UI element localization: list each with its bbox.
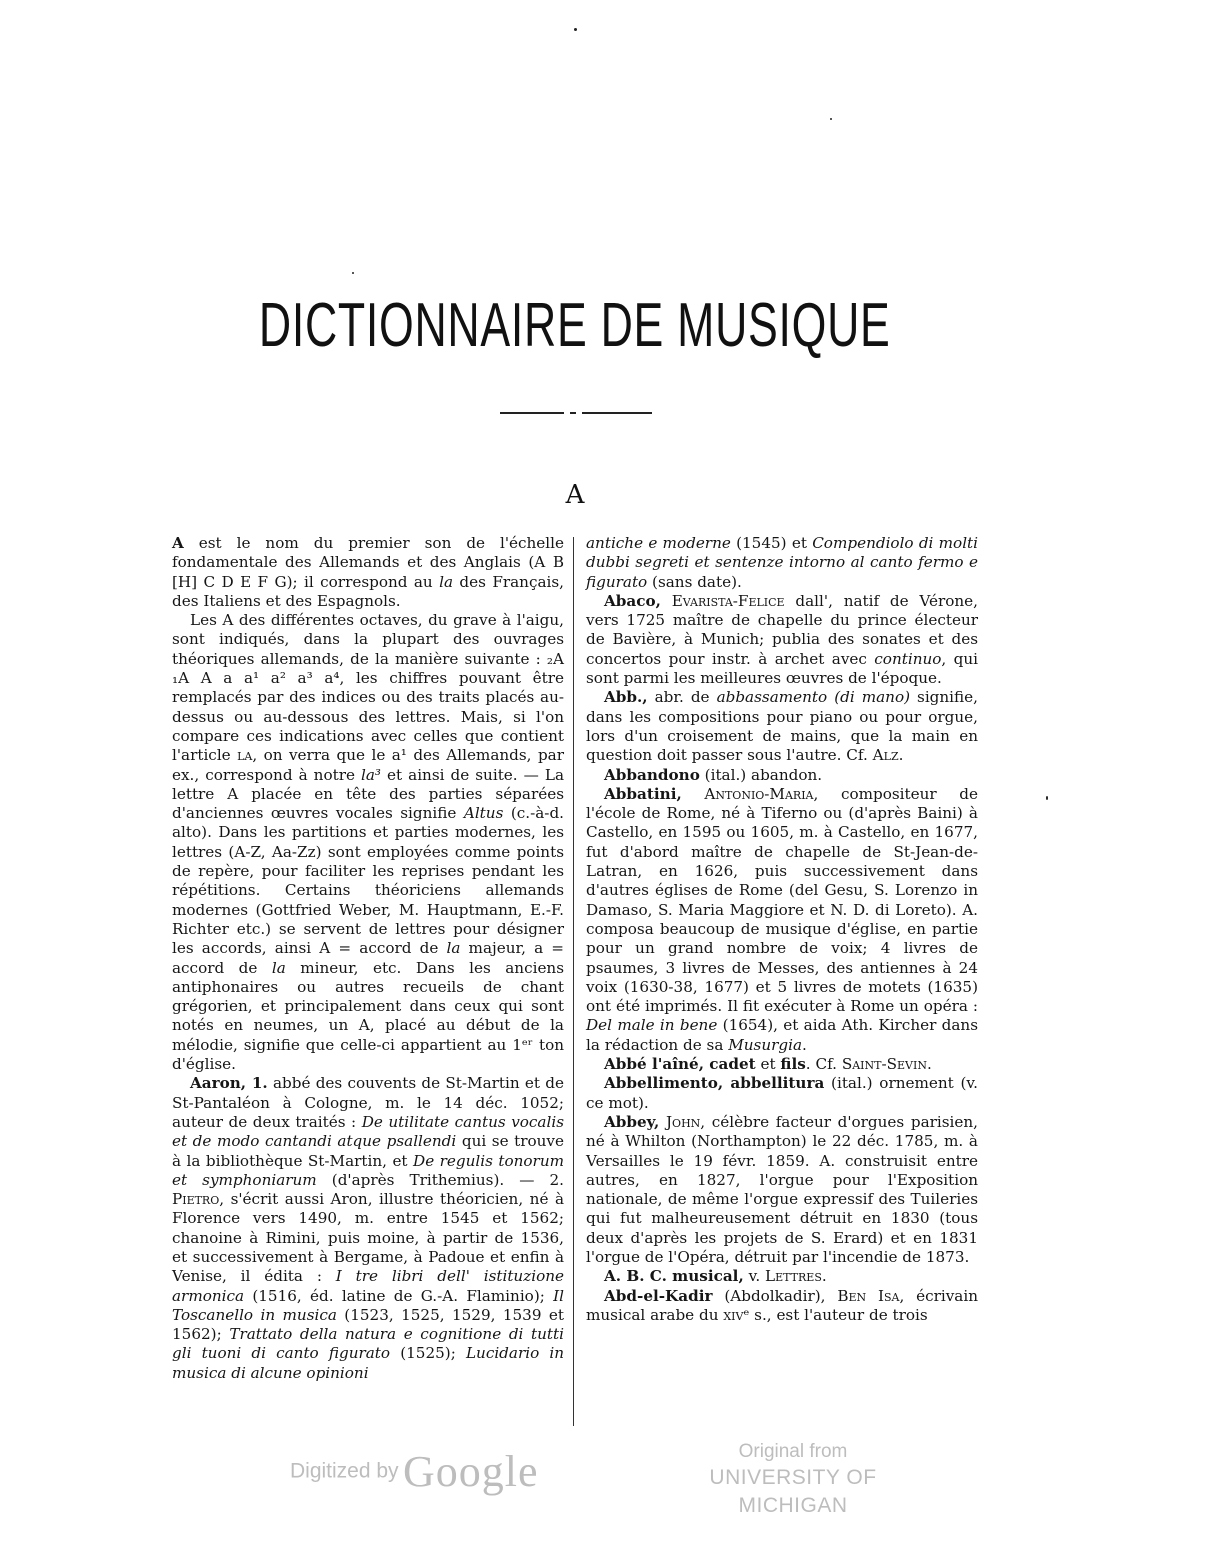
entry-abaco (586, 592, 978, 688)
entry-smallcaps: Alz. (872, 746, 904, 765)
entry-abbatini (586, 785, 978, 1055)
entry-text: (1525); (390, 1344, 466, 1363)
entry-italic: la (446, 939, 461, 958)
entry-italic: Trattato della natura e cognitione di tutti gli tuoni di canto figurato (172, 1325, 564, 1363)
entry-text: (1523, 1525, 1529, 1539 et 1562); (172, 1305, 564, 1344)
entry-text: signifie, dans les compositions pour piano ou pour orgue, lors d'un croisement de mains, que la main en question doit passer sous l'autre. Cf. (586, 688, 978, 765)
entry-abb (586, 688, 978, 765)
headword: Abd-el-Kadir (604, 1286, 713, 1305)
entry-text: qui se trouve à la bibliothèque St-Martin, et (172, 1132, 565, 1170)
entry-smallcaps: la (237, 746, 253, 765)
entry-text: ᵉ s., est l'auteur de trois (743, 1305, 928, 1324)
entry-text: (Abdolkadir), (712, 1286, 838, 1305)
entry-text: (ital.) ornement (v. ce mot). (586, 1074, 978, 1112)
entry-text: (sans date). (647, 572, 742, 591)
entry-text: et ainsi de suite. — La lettre A placée en tête des parties séparées d'anciennes œuvres vocales signifie (172, 765, 565, 823)
entry-smallcaps: Evarista-Felice (660, 591, 785, 610)
headword: Abbellimento, abbellitura (604, 1074, 825, 1093)
footer-watermark (0, 1440, 1207, 1517)
entry-italic: Lucidario in musica di alcune opinioni (172, 1344, 565, 1382)
speck (574, 28, 577, 31)
entry-text: abbé des couvents de St-Martin et de St-Pantaléon à Cologne, m. le 14 déc. 1052; auteur de deux traités : (172, 1074, 564, 1131)
entry-italic: Altus (463, 804, 504, 823)
headword: Aaron, 1. (190, 1074, 268, 1093)
entry-text: compositeur de l'école de Rome, né à Tiferno ou (d'après Baini) à Castello, en 1595 ou 1605, m. à Castello, en 1677, fut d'abord maître de chapelle de St-Jean-de-Latran, en 1626, puis successivement dans d'autres églises de Rome (del Gesu, S. Lorenzo in Damaso, S. Maria Maggiore et N. D. di Loreto). A. composa beaucoup de musique d'église, en partie pour un grand nombre de voix; 4 livres de psaumes, 3 livres de Messes, des antiennes à 24 voix (1630-38, 1677) et 5 livres de motets (1635) ont été imprimés. Il fit exécuter à Rome un opéra : (586, 784, 978, 1016)
right-column (586, 534, 978, 1325)
entry-italic: De utilitate cantus vocalis et de modo cantandi atque psallendi (172, 1112, 564, 1151)
entry-italic: la³ (360, 765, 381, 784)
digitized-by-google-watermark (290, 1446, 539, 1497)
google-logo: Google (403, 1447, 539, 1496)
entry-text: (ital.) abandon. (699, 765, 823, 784)
entry-text: (1545) et (730, 534, 813, 552)
entry-italic: I tre libri dell' istituzione armonica (172, 1267, 564, 1305)
speck (352, 272, 354, 274)
headword: Abbatini, (604, 784, 682, 803)
headword: Abbey, (604, 1112, 660, 1131)
entry-aaron-continued (586, 534, 978, 592)
original-from-label: Original from (738, 1441, 848, 1462)
entry-aaron (172, 1074, 564, 1383)
entry-abbey (586, 1113, 978, 1267)
page-title: DICTIONNAIRE DE MUSIQUE (258, 291, 891, 360)
entry-smallcaps: John, (659, 1112, 706, 1131)
entry-smallcaps: Lettres. (765, 1267, 827, 1286)
entry-text: Les A des différentes octaves, du grave à l'aigu, sont indiqués, dans la plupart des ouvrages théoriques allemands, de la manière suivante : ₂A ₁A A a a¹ a² a³ a⁴, les chiffres pouvant être remplacés par des indices ou des traits placés au-dessus ou au-dessous des lettres. Mais, si l'on compare ces indications avec celles que contient l'article (172, 611, 564, 765)
entry-text: . Cf. (805, 1055, 842, 1074)
entry-text: est le nom du premier son de l'échelle fondamentale des Allemands et des Anglais (A B [H] C D E F G); il correspond au (172, 534, 564, 591)
entry-text: des Français, des Italiens et des Espagnols. (172, 572, 564, 610)
entry-text: majeur, a = accord de (172, 939, 565, 977)
speck (830, 118, 832, 120)
entry-abbandono (586, 766, 978, 785)
entry-smallcaps: Saint-Sevin. (841, 1055, 932, 1074)
university-label: UNIVERSITY OF MICHIGAN (709, 1466, 877, 1517)
entry-text: mineur, etc. Dans les anciens antiphonaires ou autres recueils de chant grégorien, et principalement dans ceux qui sont notés en neumes, un A, placé au début de la mélodie, signifie que celle-ci appartient au 1ᵉʳ ton d'église. (172, 958, 565, 1074)
headword: fils (780, 1055, 806, 1074)
headword: A (172, 534, 184, 552)
title-rule (500, 412, 652, 414)
entry-text: abr. de (647, 688, 717, 707)
entry-italic: Compendiolo di molti dubbi segreti et sentenze intorno al canto fermo e figurato (586, 534, 979, 591)
entry-italic: la (271, 958, 286, 977)
entry-italic: la (439, 572, 454, 591)
entry-a (172, 534, 564, 611)
entry-italic: abbassamento (di mano) (716, 688, 911, 707)
entry-text: , qui sont parmi les meilleures œuvres de l'époque. (586, 649, 978, 688)
digitized-prefix: Digitized by (290, 1459, 399, 1483)
headword: Abbé l'aîné, cadet (604, 1055, 756, 1074)
entry-abc-musical (586, 1267, 978, 1286)
entry-abbellimento (586, 1074, 978, 1113)
entry-text: (1516, éd. latine de G.-A. Flaminio); (244, 1286, 554, 1305)
entry-smallcaps: Antonio-Maria, (681, 784, 819, 803)
entry-text: (1654), et aida Ath. Kircher dans la rédaction de sa (586, 1016, 978, 1054)
speck (1046, 796, 1048, 800)
entry-text: dall', natif de Vérone, vers 1725 maître de chapelle du prince électeur de Bavière, à Munich; publia des sonates et des concertos pour instr. à archet avec (586, 591, 978, 668)
entry-text: (c.-à-d. alto). Dans les partitions et parties modernes, les lettres (A-Z, Aa-Zz) sont employées comme points de repère, pour faciliter les reprises pendant les répétitions. Certains théoriciens allemands modernes (Gottfried Weber, M. Hauptmann, E.-F. Richter etc.) se servent de lettres pour désigner les accords, ainsi A = accord de (172, 804, 564, 958)
entry-smallcaps: Ben Isa (837, 1286, 900, 1305)
entry-text: . (802, 1035, 807, 1054)
entry-italic: Del male in bene (586, 1016, 718, 1035)
headword: Abbandono (604, 765, 700, 784)
headword: Abb., (604, 688, 648, 707)
headword: Abaco, (604, 591, 661, 610)
entry-abd-el-kadir (586, 1287, 978, 1326)
entry-italic: Musurgia (728, 1035, 803, 1054)
entry-text: (d'après Trithemius). — 2. (316, 1170, 564, 1189)
entry-smallcaps: xiv (723, 1305, 744, 1324)
entry-abbe (586, 1055, 978, 1074)
entry-text: célèbre facteur d'orgues parisien, né à Whilton (Northampton) le 22 déc. 1785, m. à Versailles le 19 févr. 1859. A. construisit entre autres, en 1827, l'orgue pour l'Exposition nationale, de même l'orgue expressif des Tuileries qui fut malheureusement détruit en 1830 (tous deux d'après les projets de S. Erard) et en 1831 l'orgue de l'Opéra, détruit par l'incendie de 1873. (586, 1112, 978, 1266)
entry-text: , s'écrit aussi Aron, illustre théoricien, né à Florence vers 1490, m. entre 1545 et 1562; chanoine à Rimini, puis moine, à partir de 1536, et successivement à Bergame, à Padoue et enfin à Venise, il édita : (172, 1190, 564, 1286)
column-divider (573, 537, 574, 1426)
entry-italic: Il Toscanello in musica (172, 1286, 564, 1324)
entry-italic: De regulis tonorum et symphoniarum (172, 1151, 564, 1189)
entry-smallcaps: Pietro (172, 1190, 220, 1209)
entry-italic: antiche e moderne (586, 534, 731, 552)
entry-a-octaves (172, 611, 564, 1074)
entry-text: , écrivain musical arabe du (586, 1286, 979, 1324)
entry-italic: continuo (874, 649, 942, 668)
original-from-watermark (668, 1440, 918, 1520)
section-letter: A (565, 480, 585, 510)
left-column (172, 534, 564, 1383)
entry-text: et (755, 1055, 781, 1074)
headword: A. B. C. musical, (604, 1267, 744, 1286)
entry-text: v. (743, 1267, 766, 1286)
entry-text: , on verra que le a¹ des Allemands, par ex., correspond à notre (172, 746, 564, 784)
